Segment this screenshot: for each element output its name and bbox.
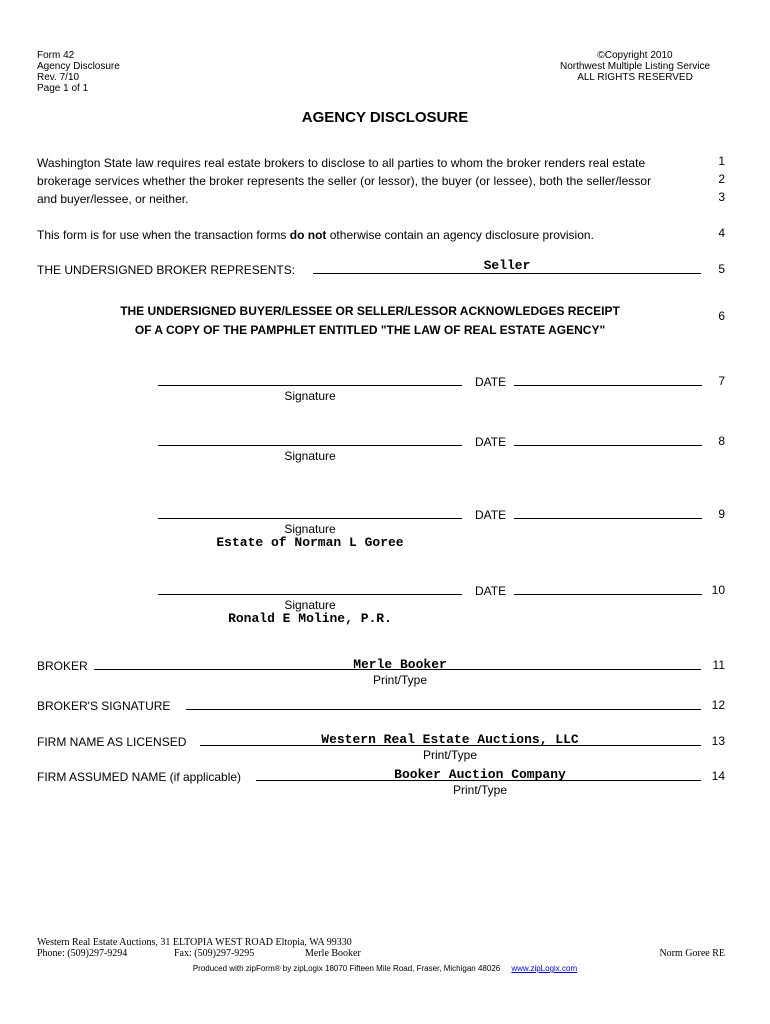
date-field[interactable] — [514, 594, 702, 595]
line-number: 13 — [711, 734, 725, 748]
paragraph-line: brokerage services whether the broker represents the seller (or lessor), the buyer (or lessee), both the seller/lessor — [37, 174, 652, 188]
footer-agent: Merle Booker — [305, 948, 361, 959]
ziplogix-link[interactable]: www.zipLogix.com — [511, 964, 578, 973]
line-number: 3 — [718, 190, 725, 204]
line-number: 2 — [718, 172, 725, 186]
date-field[interactable] — [514, 518, 702, 519]
firm-name-label: FIRM NAME AS LICENSED — [37, 735, 187, 749]
footer-address: Western Real Estate Auctions, 31 ELTOPIA WEST ROAD Eltopia, WA 99330 — [37, 937, 352, 948]
usage-text-after: otherwise contain an agency disclosure provision. — [326, 228, 594, 242]
usage-text-bold: do not — [289, 228, 327, 242]
line-number: 4 — [718, 226, 725, 240]
line-number: 5 — [718, 262, 725, 276]
signature-field[interactable] — [158, 594, 462, 595]
page-title: AGENCY DISCLOSURE — [301, 109, 469, 126]
acknowledgement-line: THE UNDERSIGNED BUYER/LESSEE OR SELLER/LESSOR ACKNOWLEDGES RECEIPT — [120, 304, 620, 318]
broker-signature-field[interactable] — [186, 709, 701, 710]
footer-phone: Phone: (509)297-9294 — [37, 948, 128, 959]
firm-assumed-caption: Print/Type — [452, 783, 508, 797]
broker-field[interactable]: Merle Booker — [353, 657, 447, 672]
footer-fax: Fax: (509)297-9295 — [174, 948, 255, 959]
copyright: ©Copyright 2010 — [597, 50, 673, 61]
broker-caption: Print/Type — [372, 673, 428, 687]
form-number: Form 42 — [37, 50, 75, 61]
date-field[interactable] — [514, 385, 702, 386]
disclosure-paragraph — [37, 154, 705, 208]
date-label: DATE — [475, 584, 507, 598]
paragraph-line: and buyer/lessee, or neither. — [37, 192, 189, 206]
form-revision: Rev. 7/10 — [37, 72, 80, 83]
broker-label: BROKER — [37, 659, 88, 673]
date-label: DATE — [475, 508, 507, 522]
signature-caption: Signature — [284, 598, 336, 612]
form-usage-paragraph — [37, 226, 705, 244]
acknowledgement-line: OF A COPY OF THE PAMPHLET ENTITLED "THE LAW OF REAL ESTATE AGENCY" — [134, 323, 606, 337]
form-name: Agency Disclosure — [37, 61, 120, 72]
signature-field[interactable] — [158, 445, 462, 446]
date-label: DATE — [475, 375, 507, 389]
signature-caption: Signature — [284, 522, 336, 536]
date-label: DATE — [475, 435, 507, 449]
line-number: 1 — [718, 154, 725, 168]
rights: ALL RIGHTS RESERVED — [577, 72, 693, 83]
signature-field[interactable] — [158, 518, 462, 519]
form-header-right — [540, 50, 730, 83]
line-number: 10 — [711, 583, 725, 597]
produced-text: Produced with zipForm® by zipLogix 18070 Fifteen Mile Road, Fraser, Michigan 48026 — [192, 964, 501, 973]
firm-assumed-field[interactable]: Booker Auction Company — [394, 767, 566, 782]
firm-name-caption: Print/Type — [422, 748, 478, 762]
line-number: 12 — [711, 698, 725, 712]
acknowledgement-text — [60, 302, 680, 340]
signature-field[interactable] — [158, 385, 462, 386]
broker-signature-label: BROKER'S SIGNATURE — [37, 699, 171, 713]
page-count: Page 1 of 1 — [37, 83, 89, 94]
typed-signer-name: Ronald E Moline, P.R. — [228, 611, 392, 626]
line-number: 7 — [718, 374, 725, 388]
line-number: 8 — [718, 434, 725, 448]
footer-produced — [0, 964, 770, 973]
form-header-left — [37, 50, 120, 94]
usage-text-before: This form is for use when the transaction forms — [37, 228, 290, 242]
signature-caption: Signature — [284, 389, 336, 403]
signature-caption: Signature — [284, 449, 336, 463]
firm-name-field[interactable]: Western Real Estate Auctions, LLC — [321, 732, 579, 747]
footer-file-name: Norm Goree RE — [659, 948, 725, 959]
line-number: 6 — [718, 309, 725, 323]
date-field[interactable] — [514, 445, 702, 446]
represents-field-line — [313, 273, 701, 274]
line-number: 11 — [712, 658, 725, 672]
represents-label: THE UNDERSIGNED BROKER REPRESENTS: — [37, 263, 296, 277]
firm-assumed-label: FIRM ASSUMED NAME (if applicable) — [37, 770, 242, 784]
represents-field[interactable]: Seller — [483, 258, 531, 273]
line-number: 9 — [718, 507, 725, 521]
typed-signer-name: Estate of Norman L Goree — [216, 535, 404, 550]
line-number: 14 — [711, 769, 725, 783]
paragraph-line: Washington State law requires real estate brokers to disclose to all parties to whom the broker renders real estate — [37, 156, 646, 170]
publisher: Northwest Multiple Listing Service — [559, 61, 711, 72]
